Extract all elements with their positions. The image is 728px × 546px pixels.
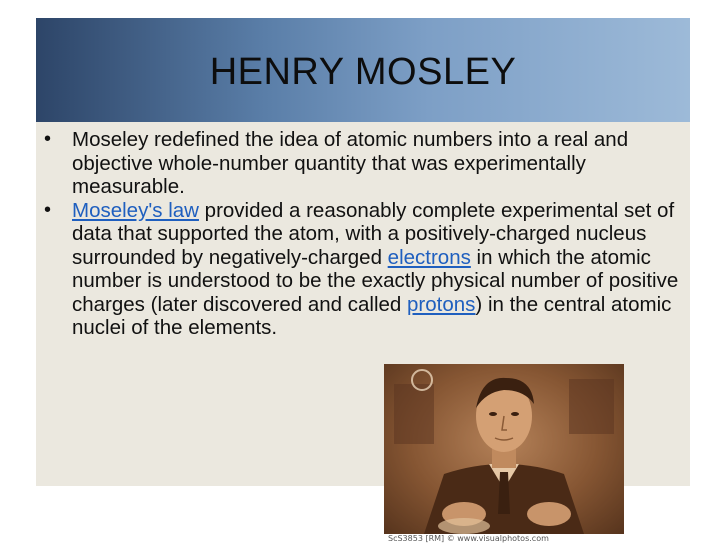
bullet-text: Moseley redefined the idea of atomic numbers into a real and objective whole-number quantity that was experimentally measurable.: [72, 128, 629, 198]
bullet-text: ) in the central atomic nuclei of the elements.: [72, 292, 672, 339]
link-protons[interactable]: protons: [407, 292, 476, 316]
bullet-text: provided a reasonably complete experimental set of data that supported the atom, with a positively-charged nucleus surrounded by negatively-charged: [72, 198, 675, 269]
bullet-item: [36, 128, 688, 199]
bullet-text: in which the atomic number is understood to be the exactly physical number of positive charges (later discovered and called: [72, 245, 679, 316]
bullet-list: [36, 128, 688, 340]
image-watermark: ScS3853 [RM] © www.visualphotos.com: [388, 534, 549, 543]
title-band: [36, 18, 690, 122]
slide-title: HENRY MOSLEY: [209, 50, 517, 93]
bullet-dot: •: [44, 198, 52, 221]
link-moseleys-law[interactable]: Moseley's law: [72, 198, 199, 222]
link-electrons[interactable]: electrons: [387, 245, 471, 269]
portrait-illustration: [384, 364, 624, 534]
henry-mosley-portrait: [384, 364, 624, 534]
bullet-item: [36, 199, 688, 340]
bullet-dot: •: [44, 128, 52, 150]
